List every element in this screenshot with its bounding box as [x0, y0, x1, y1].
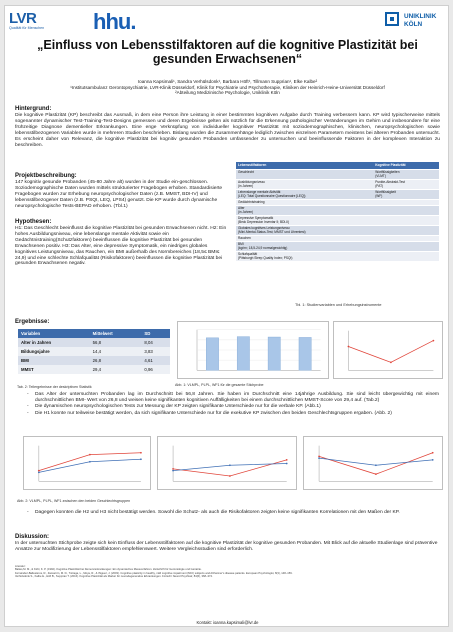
projekt-heading: Projektbeschreibung: [15, 173, 77, 179]
table-cell: 0,96 [141, 365, 170, 374]
data-point [172, 468, 174, 470]
hintergrund-heading: Hintergrund: [15, 106, 52, 112]
bullet-item: - Die dynamischen neuropsychologischen Tests zur Messung der KP zeigten signifikante Unterschiede nur für die verbale KP. (Abb.1) [27, 404, 439, 410]
hypothesen-heading: Hypothesen: [15, 219, 52, 225]
data-point [432, 452, 434, 454]
data-point [375, 464, 377, 466]
table-row [18, 365, 170, 374]
reference-item: Fernández-Ballesteros, R., Zamarrón, M. D., Tárraga, L., Moya, R., & Iñiguez, J. (2003). Cognitive plasticity in healthy, mild cognitive impairment (MCI) subjects and Alzheimer’s disease patients. European Psychologist, 8(3), 148–159. [15, 571, 293, 575]
data-point [433, 340, 435, 342]
line-chart-abb1 [333, 321, 443, 379]
affiliation-1: ¹Institutsambulanz Gerontopsychiatrie, LVR-Klinik Düsseldorf, Klinik für Psychiatrie und Psychotherapie, Kliniken der Heinrich-Heine-Universität Düsseldorf [70, 84, 385, 90]
table-row [236, 225, 439, 235]
table-cell: Alter in Jahren [18, 338, 90, 347]
table-cell [373, 251, 439, 261]
table-row [236, 241, 439, 251]
cell-sub-text: (PAT) [375, 184, 384, 188]
diskussion-text: In der untersuchten Stichprobe zeigte sich kein Einfluss der Lebensstilfaktoren auf die kognitive Plastizität der kognitive gesunden Probanden. Mit Blick auf die aktuelle Studienlage sind präventive Ansätze zur Modifizierung der Lebensstilfaktoren empfehlenswert. Weitere Vergleichsstudien sind erforderlich. [15, 541, 438, 552]
cell-main-text: Rauchen [238, 236, 251, 240]
table-cell [373, 189, 439, 199]
variables-table-header: Lebensstilfaktoren [236, 162, 373, 169]
table-cell: 14,4 [90, 347, 142, 356]
lvr-logo [9, 10, 61, 36]
data-point [318, 455, 320, 457]
bar [206, 338, 218, 370]
figure1-caption: Abb. 1: VLMPL, PLPL, WF1 für die gesamte Stichprobe [175, 383, 264, 387]
cell-sub-text: (LEQ: Total Questionnaire Questionnaire [LEQ]) [238, 194, 306, 198]
data-point [229, 464, 231, 466]
data-point [390, 361, 392, 363]
table-cell [236, 169, 373, 179]
table-cell: BMI [18, 356, 90, 365]
data-point [375, 473, 377, 475]
data-point [229, 475, 231, 477]
diskussion-heading: Diskussion: [15, 534, 50, 540]
references-label: Literatur: [15, 565, 26, 568]
table-cell [373, 225, 439, 235]
table2-caption: Tab. 2: Teilergebnisse der deskriptiven Statistik [17, 385, 92, 389]
gender-line-chart-1 [23, 436, 151, 490]
references [15, 565, 440, 579]
hintergrund-text: Die kognitive Plastizität (KP) beschreibt das Ausmaß, in dem eine Person ihre Leistung in einer bestimmten kognitiven Aufgabe durch Training verbessern kann. KP wird typischerweise mittels sogenannter dynamischer Test-Training-Test-Designs gemessen und deren Ergebnisse gelten als nützlich für die Erkennung pathologischer Veränderungen im Gehirn und insbesondere für eine frühzeitige Diagnose dementieller Erkrankungen. Eine enge Verknüpfung von individueller kognitiver Plastizität mit soziodemographischen, klinischen, neuropsychologischen sowie lebensstilbezogenen Variablen wurde in mehreren Studien beschrieben. Bislang wurden die Zusammenhänge lediglich zwischen einzelnen Parametern meistens bei älteren Probanden untersucht. Es erscheint daher von Relevanz, die kognitive Plastizität bei kognitiv gesunden Probanden umfassender zu untersuchen und beeinflussende Faktoren in der komplexen Interaktion zu beschreiben. [15, 113, 440, 148]
table-row [18, 338, 170, 347]
table-cell [373, 179, 439, 189]
uniklinik-logo-line1: UNIKLINIK [404, 13, 437, 20]
bar [299, 337, 311, 370]
table-row [18, 356, 170, 365]
cell-main-text: BMI [238, 242, 244, 246]
title-line2: gesunden Erwachsenen“ [152, 51, 303, 66]
series-line [348, 341, 433, 363]
data-point [286, 459, 288, 461]
hhu-logo: hhu. [93, 9, 136, 34]
table-cell: 29,4 [90, 365, 142, 374]
bullet-item: - Das Alter der untersuchten Probanden lag im Durchschnitt bei 56,8 Jahren. Sie haben im Durchschnitt eine 14jährige Ausbildung. Sie sind leicht übergewichtig mit einem durchschnittlichen BMI- Wert von 26,8 und weisen keine signifikanten kognitiven Auffälligkeiten bei einem durchschnittlichen MMST-Score von 29,4 auf. (Tab.2) [27, 392, 439, 404]
projekt-text: 147 kognitiv gesunde Probanden (45-80 Jahre alt) wurden in der Studie ein-geschlossen. Soziodemographische Daten wurden mittels strukturierter Fragebogen erhoben. Standardisierte Fragebogen wurden zur Erhebung neuropsychologischer Daten (z.B. MMST, BDI-IV) und lebensstilbezogener Daten (z.B. PSQI, LEQ, LPS4) genutzt. Die KP wurde durch dynamische neuropsychologische Tests-BEPAD erhoben. (Tbl.1) [15, 180, 223, 209]
results-bullets [27, 392, 439, 417]
results-table-header: Variablen [18, 329, 90, 338]
bullet-item: - Dagegen konnten die H2 und H3 nicht bestätigt werden. Sowohl die Schutz- als auch die Risikofaktoren zeigten keine signifikanten Korrelationen mit den Maßen der KP. [27, 510, 439, 516]
results-table-header: Mittelwert [90, 329, 142, 338]
cell-sub-text: (kg/m²; 18,5-24,9 normalgewichtig) [238, 246, 288, 250]
data-point [140, 458, 142, 460]
results-table-header: SD [141, 329, 170, 338]
table-cell: 56,8 [90, 338, 142, 347]
table-cell [236, 225, 373, 235]
cell-sub-text: (WF) [375, 194, 383, 198]
data-point [140, 452, 142, 454]
table-cell: Bildungsjahre [18, 347, 90, 356]
cell-sub-text: (in Jahren) [238, 184, 254, 188]
series-line [173, 460, 287, 476]
figure2-caption: Abb. 2: VLMPL, PLPL, WF1 zwischen den beiden Geschlechtsgruppen [17, 499, 131, 503]
cell-main-text: Punkte-Abstrakt-Test [375, 180, 405, 184]
lvr-logo-tagline: Qualität für Menschen [9, 26, 45, 30]
cell-main-text: Wortflüssigkeiten [375, 170, 400, 174]
data-point [348, 346, 350, 348]
table-cell [373, 169, 439, 179]
table-cell [373, 241, 439, 251]
table-cell [236, 215, 373, 225]
table-cell [373, 205, 439, 215]
table-row [236, 169, 439, 179]
table-cell [236, 205, 373, 215]
table-row [236, 189, 439, 199]
bar-chart-abb1 [177, 321, 329, 379]
uniklinik-logo-line2: KÖLN [404, 21, 423, 28]
series-line [319, 453, 433, 474]
data-point [89, 454, 91, 456]
table-cell [236, 251, 373, 261]
contact-line: Kontakt: ioanna.kapsimali@lvr.de [196, 620, 259, 625]
gender-line-chart-2 [157, 436, 297, 490]
uniklinik-logo [385, 12, 447, 34]
cell-main-text: Schlafqualität [238, 252, 258, 256]
table-row [236, 215, 439, 225]
ergebnisse-heading: Ergebnisse: [15, 319, 50, 325]
cell-sub-text: (Beck Depression Inventar II; BDI-II) [238, 220, 290, 224]
authors: Ioanna Kapsimali¹, Sandra Verhülsdonk¹, Barbara Höft¹, Tillmann Supprian¹, Elke Kalbe² [137, 79, 318, 84]
data-point [432, 459, 434, 461]
reference-item: Verhülsdonk S., Kalbe E., Höft B., Supprian T. (2016). Kognitive Plastizität als Marker für neurodegenerative Erkrankungen. Fortschr Neurol Psychiatr, 84(6), 368–374. [15, 575, 213, 579]
table-row [236, 251, 439, 261]
table-row [236, 179, 439, 189]
cell-main-text: Depressive Symptomatik [238, 216, 274, 220]
data-point [89, 461, 91, 463]
data-point [38, 470, 40, 472]
cell-main-text: Ausbildungsniveau [238, 180, 265, 184]
results-table [18, 329, 170, 374]
cell-main-text: Gedächtnistraining [238, 200, 265, 204]
table-row [236, 205, 439, 215]
poster [4, 5, 449, 627]
author-block [25, 79, 430, 96]
data-point [38, 472, 40, 474]
table-row [18, 347, 170, 356]
cell-main-text: Lebenslange mentale Aktivität [238, 190, 281, 194]
results-bullets-2 [27, 510, 439, 517]
table-cell [236, 179, 373, 189]
title-line1: „Einfluss von Lebensstilfaktoren auf die kognitive Plastizität bei [37, 38, 418, 52]
gender-line-chart-3 [303, 436, 443, 490]
cell-sub-text: (Pittsburgh Sleep Quality Index; PSQI) [238, 256, 293, 260]
table-cell: MMST [18, 365, 90, 374]
cell-sub-text: (Mini-Mental-Status-Test; MMST und Uhrentest) [238, 230, 306, 234]
table-cell: 4,61 [141, 356, 170, 365]
data-point [172, 470, 174, 472]
cell-sub-text: (in Jahren) [238, 210, 254, 214]
bar [237, 337, 249, 371]
variables-table [236, 162, 439, 262]
table-cell: 8,04 [141, 338, 170, 347]
poster-title [25, 39, 430, 66]
cell-main-text: Alter [238, 206, 245, 210]
table-cell [236, 189, 373, 199]
reference-item: Baltes,M. M., & Kühl, K. P. (1992). Kognitive Plastizität bei Demenzerkrankungen: Ein dynamisches Messverfahren. Zeitschrift für Gerontologie und Geriatrie. [15, 568, 202, 572]
table-cell: 3,83 [141, 347, 170, 356]
hypothesen-text: H1: Das Geschlecht beeinflusst die kognitive Plastizität bei gesunden Erwachsenen nicht. H2: Ein hohes Ausbildungsniveau, eine lebenslange mentale Aktivität sowie ein Gedächtnistraining(Schutzfaktoren) beeinflussen die kognitive Plastizität bei gesunden Erwachsenen positiv. H3: Das Alter, eine depressive Symptomatik, ein niedriges globales kognitives Leistungsniveau, das Rauchen, ein BMI außerhalb des Normbereiches (18,5≤ BMI≤ 24,9) und eine schlechte Schlafqualität (Risikofaktoren) beeinflussen die kognitive Plastizität bei gesunden Erwachsenen negativ. [15, 226, 227, 267]
table-cell [373, 215, 439, 225]
table-cell [236, 241, 373, 251]
bullet-item: - Die H1 konnte nur teilweise bestätigt werden, da sich signifikante Unterschiede nur für die exekutive KP zwischen den beiden Geschlechtsgruppen ergaben. (Abb. 2) [27, 411, 439, 417]
cell-main-text: Wortflüssigkeit [375, 190, 396, 194]
cell-main-text: Globales kognitives Leistungsniveau [238, 226, 290, 230]
cell-main-text: Geschlecht [238, 170, 254, 174]
data-point [318, 457, 320, 459]
table-cell: 26,8 [90, 356, 142, 365]
data-point [286, 463, 288, 465]
cell-sub-text: (VLMT) [375, 174, 386, 178]
lvr-logo-text: LVR [9, 10, 37, 27]
bar [268, 337, 280, 370]
affiliation-2: ²Abteilung Medizinische Psychologie, Uniklinik Köln [175, 90, 280, 96]
variables-table-header: Kognitive Plastizität [373, 162, 439, 169]
table1-caption: Tbl. 1: Studienvariablen und Erhebungsinstrumente [295, 303, 382, 307]
uniklinik-mark-icon [385, 12, 399, 26]
